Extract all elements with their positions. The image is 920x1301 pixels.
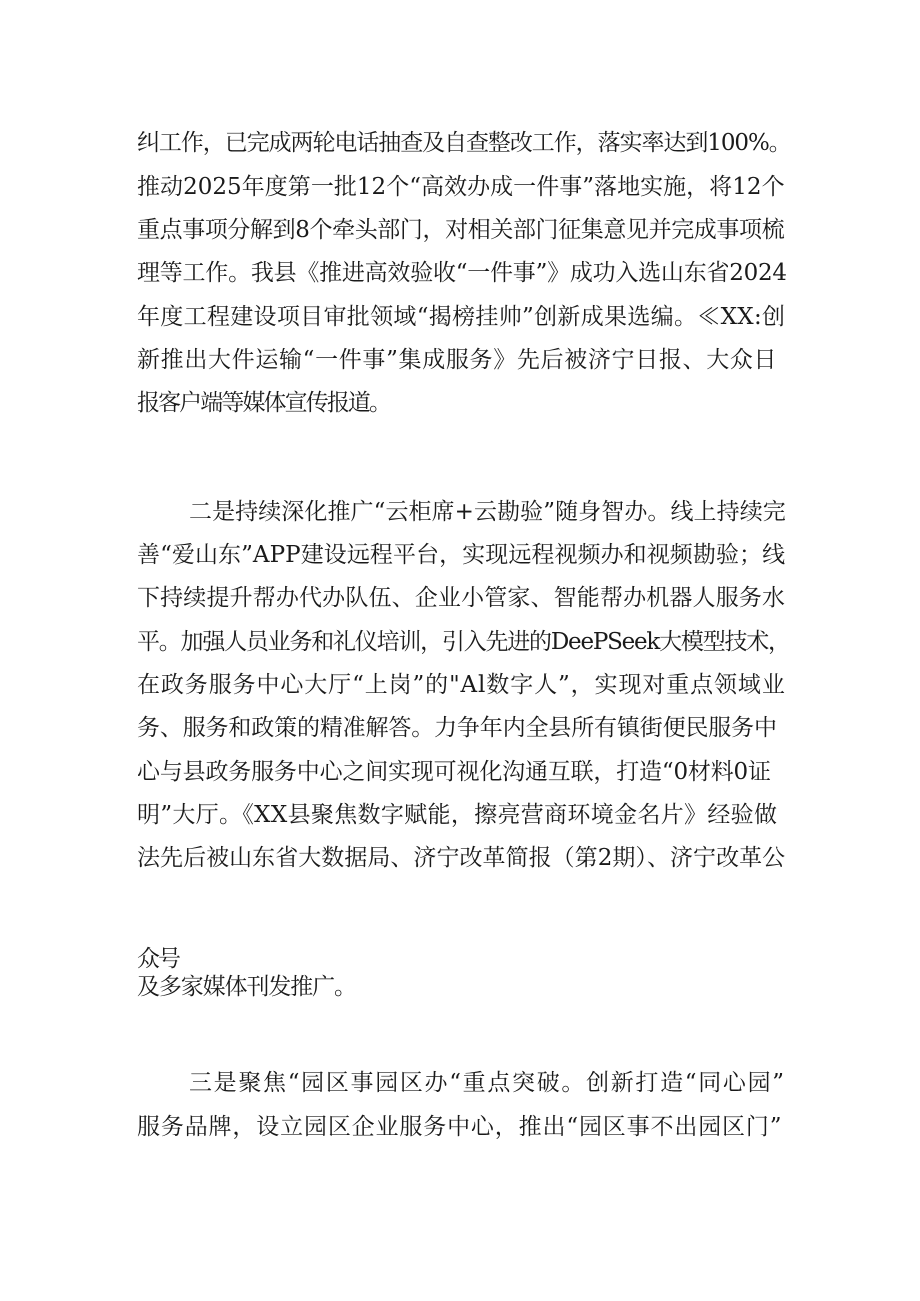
p1-line-4: 理等工作。我县《推进高效验收“一件事”》成功入选山东省2024 bbox=[137, 260, 787, 286]
p2-line-1: 二是持续深化推广“云柜席+云勘验”随身智办。线上持续完 bbox=[189, 499, 786, 525]
p2-line-3: 下持续提升帮办代办队伍、企业小管家、智能帮办机器人服务水 bbox=[137, 585, 786, 611]
p2-line-6: 务、服务和政策的精准解答。力争年内全县所有镇街便民服务中 bbox=[137, 715, 777, 741]
p2-line-11: 及多家媒体刊发推广。 bbox=[137, 974, 356, 1000]
p3-line-1: 三是聚焦“园区事园区办“重点突破。创新打造“同心园” bbox=[189, 1070, 786, 1096]
p1-line-7: 报客户端等媒体宣传报道。 bbox=[137, 390, 391, 416]
p2-line-7: 心与县政务服务中心之间实现可视化沟通互联，打造“0材料0证 bbox=[137, 759, 771, 785]
p1-line-2: 推动2025年度第一批12个“高效办成一件事”落地实施，将12个 bbox=[137, 174, 785, 200]
p2-line-9: 法先后被山东省大数据局、济宁改革简报（第2期）、济宁改革公 bbox=[137, 845, 786, 871]
p2-line-8: 明”大厅。《XX县聚焦数字赋能，擦亮营商环境金名片》经验做 bbox=[137, 802, 778, 828]
p2-line-4: 平。加强人员业务和礼仪培训，引入先进的DeePSeek大模型技术， bbox=[137, 629, 790, 655]
p2-line-2: 善“爱山东”APP建设远程平台，实现远程视频办和视频勘验；线 bbox=[137, 542, 786, 568]
p1-line-3: 重点事项分解到8个牵头部门，对相关部门征集意见并完成事项梳 bbox=[137, 217, 785, 243]
p2-line-10: 众号 bbox=[137, 946, 179, 972]
p1-line-1: 纠工作，已完成两轮电话抽查及自查整改工作，落实率达到100%。 bbox=[137, 130, 791, 156]
p2-line-5: 在政务服务中心大厅“上岗”的"Al数字人”，实现对重点领域业 bbox=[137, 672, 786, 698]
p1-line-5: 年度工程建设项目审批领域“揭榜挂帅”创新成果选编。≪XX:创 bbox=[137, 304, 786, 330]
p1-line-6: 新推出大件运输“一件事”集成服务》先后被济宁日报、大众日 bbox=[137, 347, 778, 373]
p3-line-2: 服务品牌，设立园区企业服务中心，推出“园区事不出园区门” bbox=[137, 1114, 783, 1140]
